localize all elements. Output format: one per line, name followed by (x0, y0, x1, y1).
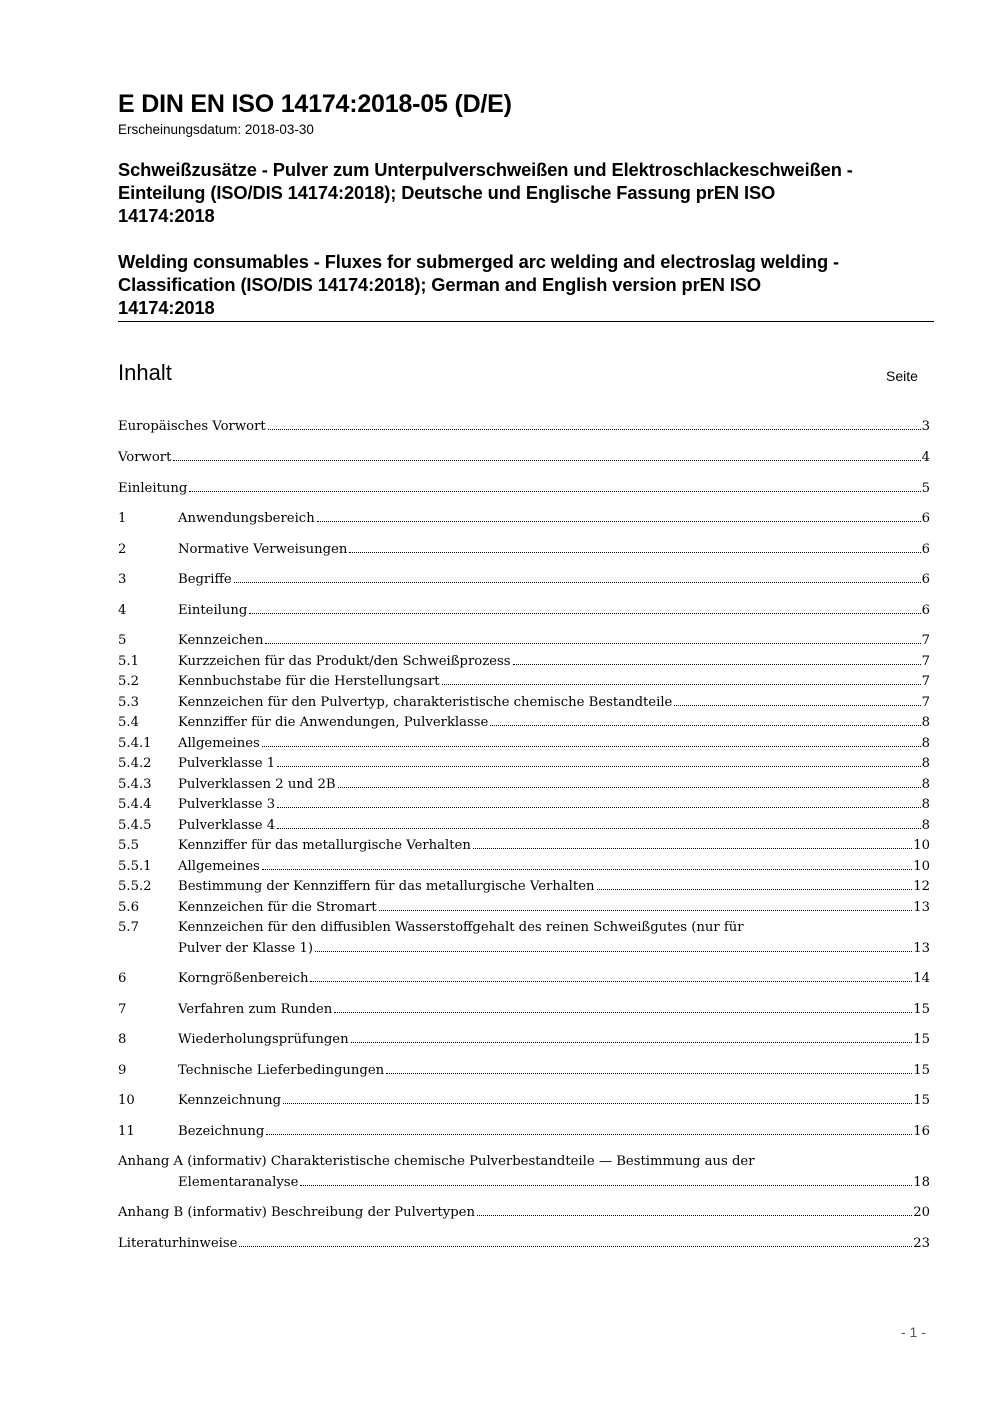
toc-entry[interactable] (118, 1203, 930, 1224)
toc-entry-page: 8 (921, 756, 930, 771)
toc-entry[interactable] (118, 693, 930, 714)
toc-entry-text (178, 601, 930, 622)
toc-entry[interactable] (118, 1030, 930, 1051)
toc-entry-page: 7 (921, 674, 930, 689)
toc-entry-number: 5.4 (118, 715, 139, 730)
toc-entry-text (178, 877, 930, 898)
toc-entry-title: Kennziffer für die Anwendungen, Pulverklasse (178, 715, 489, 730)
toc-leader-dots (442, 684, 921, 685)
toc-entry-title: Pulverklassen 2 und 2B (178, 777, 336, 792)
toc-entry-text (118, 479, 930, 500)
toc-leader-dots (173, 460, 920, 461)
toc-entry-page: 7 (921, 654, 930, 669)
toc-entry[interactable] (118, 795, 930, 816)
toc-leader-dots (473, 848, 912, 849)
toc-entry-title: Anhang B (informativ) Beschreibung der Pulvertypen (118, 1205, 475, 1220)
toc-entry-text (178, 1030, 930, 1051)
toc-entry-number: 11 (118, 1124, 135, 1139)
toc-leader-dots (239, 1246, 912, 1247)
toc-entry-number: 5.3 (118, 695, 139, 710)
toc-leader-dots (249, 613, 920, 614)
toc-leader-dots (349, 552, 920, 553)
toc-leader-dots (477, 1215, 912, 1216)
toc-entry-title: Pulverklasse 3 (178, 797, 276, 812)
toc-entry[interactable] (118, 713, 930, 734)
toc-entry-text (178, 734, 930, 755)
toc-entry[interactable] (118, 570, 930, 591)
toc-entry[interactable] (118, 816, 930, 837)
toc-entry-text (178, 631, 930, 652)
toc-entry[interactable] (118, 1122, 930, 1143)
toc-page-column-header: Seite (886, 368, 918, 384)
toc-entry-page: 6 (921, 603, 930, 618)
toc-entry-number: 5.5 (118, 838, 139, 853)
toc-entry-title: Kennzeichnung (178, 1093, 282, 1108)
toc-entry-page: 15 (913, 1002, 930, 1017)
title-english-line: Welding consumables - Fluxes for submerged arc welding and electroslag welding - (118, 251, 840, 272)
toc-entry[interactable] (118, 734, 930, 755)
toc-entry-page: 15 (913, 1032, 930, 1047)
title-german-line: 14174:2018 (118, 205, 215, 226)
toc-entry-text (178, 795, 930, 816)
toc-entry-title: Wiederholungsprüfungen (178, 1032, 349, 1047)
publication-date: Erscheinungsdatum: 2018-03-30 (118, 122, 314, 137)
toc-entry-number: 5.6 (118, 900, 139, 915)
toc-leader-dots (277, 766, 920, 767)
toc-entry-text (178, 969, 930, 990)
toc-entry-text (178, 1000, 930, 1021)
toc-entry-text (178, 898, 930, 919)
toc-entry-page: 18 (913, 1174, 930, 1190)
toc-entry-page: 8 (921, 715, 930, 730)
title-english (118, 250, 948, 319)
title-german (118, 158, 948, 227)
toc-entry-number: 9 (118, 1063, 127, 1078)
toc-leader-dots (334, 1012, 912, 1013)
toc-leader-dots (351, 1042, 913, 1043)
toc-entry-number: 5.4.3 (118, 777, 152, 792)
toc-entry-title: Pulver der Klasse 1) (178, 940, 314, 956)
toc-entry-number: 5.2 (118, 674, 139, 689)
toc-leader-dots (262, 869, 912, 870)
toc-entry-title: Vorwort (118, 450, 172, 465)
toc-entry-page: 14 (913, 971, 930, 986)
toc-entry-text (178, 1061, 930, 1082)
toc-leader-dots (189, 491, 920, 492)
toc-entry-text (178, 857, 930, 878)
toc-entry-title: Kennzeichen für den Pulvertyp, charakteristische chemische Bestandteile (178, 695, 673, 710)
toc-entry[interactable] (118, 540, 930, 561)
toc-entry[interactable] (118, 672, 930, 693)
toc-entry-number: 5.4.5 (118, 818, 152, 833)
toc-entry-text (178, 775, 930, 796)
toc-entry-page: 8 (921, 777, 930, 792)
toc-leader-dots (513, 664, 921, 665)
toc-entry-title: Pulverklasse 4 (178, 818, 276, 833)
toc-leader-dots (597, 889, 913, 890)
title-english-line: 14174:2018 (118, 297, 215, 318)
document-id: E DIN EN ISO 14174:2018-05 (D/E) (118, 90, 512, 118)
toc-leader-dots (262, 746, 921, 747)
toc-entry-number: 5 (118, 633, 127, 648)
toc-entry-page: 6 (921, 542, 930, 557)
toc-entry-text (178, 1091, 930, 1112)
toc-entry-title: Technische Lieferbedingungen (178, 1063, 385, 1078)
toc-entry[interactable] (118, 652, 930, 673)
toc-entry-page: 7 (921, 695, 930, 710)
toc-entry-number: 5.4.1 (118, 736, 152, 751)
toc-entry[interactable] (118, 601, 930, 622)
toc-leader-dots (300, 1185, 912, 1186)
toc-entry[interactable] (118, 479, 930, 500)
toc-entry-title: Korngrößenbereich (178, 971, 309, 986)
toc-entry[interactable] (118, 1061, 930, 1082)
toc-entry[interactable] (118, 775, 930, 796)
toc-entry-title: Kennzeichen für den diffusiblen Wasserstoffgehalt des reinen Schweißgutes (nur für (178, 920, 744, 935)
toc-heading: Inhalt (118, 360, 172, 385)
toc-entry-text (178, 918, 930, 959)
toc-entry-number: 5.4.2 (118, 756, 152, 771)
toc-entry-text (178, 509, 930, 530)
toc-entry-page: 23 (913, 1236, 930, 1251)
toc-entry-text (118, 1152, 930, 1190)
title-german-line: Einteilung (ISO/DIS 14174:2018); Deutsche und Englische Fassung prEN ISO (118, 182, 776, 203)
toc-entry-page: 8 (921, 818, 930, 833)
toc-entry-title: Verfahren zum Runden (178, 1002, 333, 1017)
toc-entry-text (118, 1203, 930, 1224)
toc-leader-dots (266, 1134, 912, 1135)
toc-leader-dots (315, 951, 912, 952)
toc-entry-text (178, 672, 930, 693)
toc-entry-text (178, 570, 930, 591)
toc-entry[interactable] (118, 898, 930, 919)
page-number: - 1 - (901, 1324, 926, 1340)
toc-entry-text (118, 417, 930, 438)
toc-entry[interactable] (118, 631, 930, 652)
toc-entry-text (178, 693, 930, 714)
toc-entry-page: 8 (921, 736, 930, 751)
toc-entry[interactable] (118, 1000, 930, 1021)
toc-entry-page: 5 (921, 481, 930, 496)
toc-entry-title: Pulverklasse 1 (178, 756, 276, 771)
toc-entry-title: Elementaranalyse (178, 1174, 299, 1190)
toc-entry[interactable] (118, 857, 930, 878)
toc-entry-page: 13 (913, 900, 930, 915)
toc-entry[interactable] (118, 1152, 930, 1193)
toc-entry-page: 8 (921, 797, 930, 812)
toc-entry-page: 10 (913, 838, 930, 853)
toc-entry-title: Literaturhinweise (118, 1236, 238, 1251)
toc-entry-number: 5.5.2 (118, 879, 152, 894)
toc-leader-dots (386, 1073, 912, 1074)
toc-entry[interactable] (118, 754, 930, 775)
toc-entry-number: 7 (118, 1002, 127, 1017)
toc-entry-page: 20 (913, 1205, 930, 1220)
toc-entry-number: 5.1 (118, 654, 139, 669)
toc-entry-page: 6 (921, 572, 930, 587)
toc-entry-text (118, 448, 930, 469)
toc-entry-title: Normative Verweisungen (178, 542, 348, 557)
toc-entry-title: Bestimmung der Kennziffern für das metallurgische Verhalten (178, 879, 595, 894)
header-divider (118, 321, 934, 322)
toc-entry[interactable] (118, 918, 930, 959)
toc-entry-title: Europäisches Vorwort (118, 419, 266, 434)
toc-entry-page: 6 (921, 511, 930, 526)
toc-entry-title: Einleitung (118, 481, 188, 496)
toc-entry-text (118, 1234, 930, 1255)
toc-leader-dots (283, 1103, 912, 1104)
toc-leader-dots (277, 807, 920, 808)
toc-entry-title: Begriffe (178, 572, 232, 587)
toc-entry[interactable] (118, 877, 930, 898)
toc-entry[interactable] (118, 448, 930, 469)
toc-entry-title: Kennzeichen für die Stromart (178, 900, 377, 915)
toc-leader-dots (310, 981, 912, 982)
toc-entry-text (178, 816, 930, 837)
title-german-line: Schweißzusätze - Pulver zum Unterpulverschweißen und Elektroschlackeschweißen - (118, 159, 853, 180)
toc-entry-title: Bezeichnung (178, 1124, 265, 1139)
toc-entry-page: 15 (913, 1063, 930, 1078)
toc-entry[interactable] (118, 1234, 930, 1255)
toc-entry-page: 3 (921, 419, 930, 434)
toc-leader-dots (379, 910, 913, 911)
toc-entry[interactable] (118, 417, 930, 438)
toc-entry-page: 13 (913, 940, 930, 956)
toc-entry-text (178, 713, 930, 734)
toc-entry-page: 12 (913, 879, 930, 894)
toc-leader-dots (317, 521, 921, 522)
toc-entry-number: 6 (118, 971, 127, 986)
toc-entry-title: Anwendungsbereich (178, 511, 315, 526)
toc-entry-number: 2 (118, 542, 127, 557)
toc-entry-title: Anhang A (informativ) Charakteristische chemische Pulverbestandteile — Bestimmung aus der (118, 1154, 755, 1169)
toc-entry-page: 15 (913, 1093, 930, 1108)
toc-leader-dots (490, 725, 920, 726)
toc-entry-page: 7 (921, 633, 930, 648)
toc-entry-title: Kennzeichen (178, 633, 264, 648)
toc-leader-dots (268, 429, 921, 430)
toc-entry-number: 5.5.1 (118, 859, 152, 874)
toc-entry-text (178, 540, 930, 561)
toc-entry[interactable] (118, 1091, 930, 1112)
toc-entry-number: 1 (118, 511, 127, 526)
toc-entry-number: 5.4.4 (118, 797, 152, 812)
toc-entry-text (178, 652, 930, 673)
toc-entry-number: 10 (118, 1093, 135, 1108)
toc-entry-title: Kennziffer für das metallurgische Verhalten (178, 838, 471, 853)
toc-leader-dots (234, 582, 921, 583)
toc-entry-title: Kurzzeichen für das Produkt/den Schweißprozess (178, 654, 511, 669)
toc-leader-dots (338, 787, 921, 788)
toc-entry-text (178, 836, 930, 857)
toc-leader-dots (265, 643, 920, 644)
toc-entry-number: 8 (118, 1032, 127, 1047)
toc-entry-title: Einteilung (178, 603, 248, 618)
toc-entry-number: 5.7 (118, 920, 139, 935)
toc-entry-title: Kennbuchstabe für die Herstellungsart (178, 674, 440, 689)
toc-entry[interactable] (118, 969, 930, 990)
toc-entry[interactable] (118, 509, 930, 530)
toc-leader-dots (277, 828, 920, 829)
title-english-line: Classification (ISO/DIS 14174:2018); German and English version prEN ISO (118, 274, 762, 295)
toc-entry-text (178, 754, 930, 775)
toc-entry-title: Allgemeines (178, 736, 260, 751)
toc-entry-title: Allgemeines (178, 859, 260, 874)
toc-entry-page: 4 (921, 450, 930, 465)
toc-leader-dots (674, 705, 920, 706)
toc-entry-page: 16 (913, 1124, 930, 1139)
toc-entry-page: 10 (913, 859, 930, 874)
toc-entry-text (178, 1122, 930, 1143)
toc-entry-number: 3 (118, 572, 127, 587)
toc-entry-number: 4 (118, 603, 127, 618)
toc-entry[interactable] (118, 836, 930, 857)
